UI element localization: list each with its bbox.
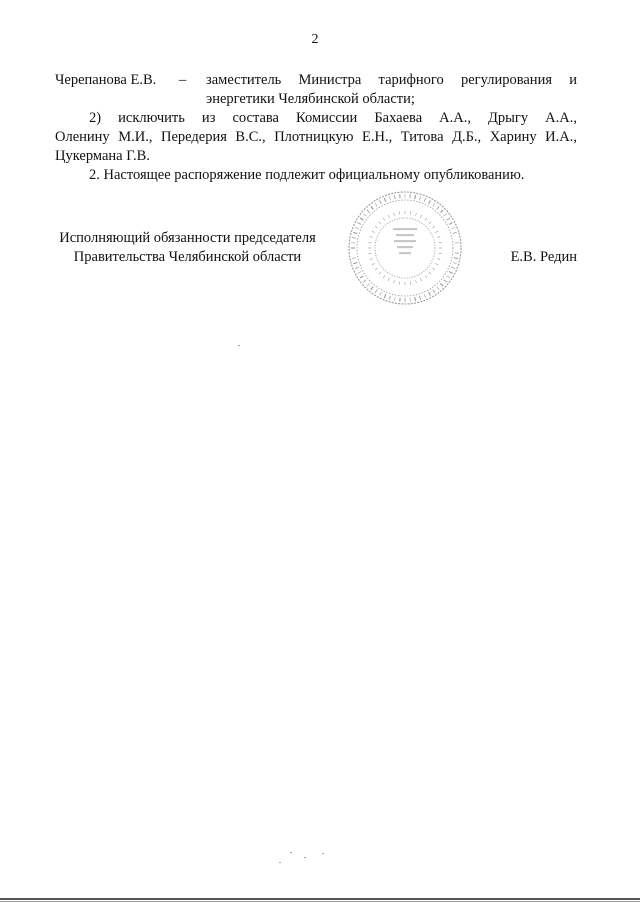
publication-clause: 2. Настоящее распоряжение подлежит официальному опубликованию. xyxy=(89,167,525,183)
seal-ring-glyph xyxy=(453,263,457,264)
seal-ring-glyph xyxy=(444,280,447,283)
seal-ring-glyph xyxy=(367,283,370,286)
seal-ring-glyph xyxy=(453,232,457,233)
seal-ring-glyph xyxy=(360,218,363,220)
seal-ring-glyph xyxy=(360,276,363,278)
seal-ring-glyph xyxy=(440,283,443,286)
exclusion-line-2: Оленину М.И., Передерия В.С., Плотницкую Е.Н., Титова Д.Б., Харину И.А., xyxy=(55,129,577,145)
seal-ring-glyph xyxy=(357,223,361,225)
seal-ring-glyph xyxy=(375,203,377,206)
seal-ring-glyph xyxy=(380,200,382,204)
seal-ring-glyph xyxy=(370,237,373,238)
seal-ring-glyph xyxy=(371,206,374,209)
scan-speck xyxy=(238,345,240,346)
seal-ring-glyph xyxy=(429,292,431,296)
seal-ring-glyph xyxy=(437,206,440,209)
seal-ring-glyph xyxy=(447,276,450,278)
seal-ring-glyph xyxy=(355,227,359,229)
seal-ring-glyph xyxy=(420,278,421,281)
seal-ring-glyph xyxy=(435,263,438,264)
seal-ring-glyph xyxy=(388,215,389,218)
scan-speck xyxy=(279,862,281,863)
seal-ring-glyph xyxy=(370,259,373,260)
seal-ring-glyph xyxy=(372,231,375,232)
seal-ring-glyph xyxy=(353,263,357,264)
seal-ring-glyph xyxy=(449,272,453,274)
seal-ring-glyph xyxy=(416,213,417,216)
seal-ring-glyph xyxy=(384,198,386,202)
seal-ring-glyph xyxy=(352,237,356,238)
seal-ring-glyph xyxy=(415,297,416,301)
member-dash: – xyxy=(179,72,187,88)
seal-ring-glyph xyxy=(352,258,356,259)
seal-ring-glyph xyxy=(451,227,455,229)
seal-ring-glyph xyxy=(420,296,421,300)
seal-ring-glyph xyxy=(429,222,431,224)
seal-center-glyph xyxy=(399,252,411,254)
seal-ring-glyph xyxy=(394,213,395,216)
seal-ring-glyph xyxy=(437,287,440,290)
seal-ring-glyph xyxy=(375,226,377,228)
seal-ring-glyph xyxy=(363,280,366,283)
seal-ring-glyph xyxy=(375,290,377,293)
member-role-line-2: энергетики Челябинской области; xyxy=(206,91,415,107)
signatory-name: Е.В. Редин xyxy=(510,249,577,265)
page-number: 2 xyxy=(311,32,319,47)
seal-center-glyph xyxy=(393,228,417,230)
seal-ring-glyph xyxy=(433,268,435,270)
seal-ring-glyph xyxy=(444,214,447,217)
seal-ring-glyph xyxy=(447,218,450,220)
seal-ring-glyph xyxy=(433,226,435,228)
seal-ring-glyph xyxy=(394,297,395,301)
seal-ring-glyph xyxy=(415,195,416,199)
seal-center-glyph xyxy=(397,246,413,248)
seal-ring-glyph xyxy=(433,203,435,206)
seal-ring-glyph xyxy=(420,215,421,218)
seal-ring-glyph xyxy=(433,290,435,293)
seal-ring-glyph xyxy=(383,218,385,220)
seal-ring-glyph xyxy=(429,272,431,274)
seal-ring-glyph xyxy=(449,223,453,225)
scan-speck xyxy=(290,852,292,853)
seal-ring-glyph xyxy=(363,214,366,217)
seal-ring-glyph xyxy=(357,272,361,274)
seal-ring-glyph xyxy=(416,280,417,283)
seal-ring-glyph xyxy=(389,296,390,300)
seal-ring-glyph xyxy=(379,222,381,224)
seal-ring-glyph xyxy=(451,267,455,269)
seal-ring-glyph xyxy=(429,200,431,204)
seal-ring-glyph xyxy=(420,196,421,200)
seal-ring-glyph xyxy=(424,198,426,202)
seal-ring-glyph xyxy=(454,258,458,259)
seal-ring-glyph xyxy=(437,237,440,238)
seal-ring-glyph xyxy=(394,280,395,283)
seal-ring-glyph xyxy=(375,268,377,270)
member-name: Черепанова Е.В. xyxy=(55,72,157,88)
seal-ring-glyph xyxy=(355,267,359,269)
exclusion-line-3: Цукермана Г.В. xyxy=(55,148,150,164)
seal-ring-glyph xyxy=(372,263,375,264)
seal-ring-glyph xyxy=(437,259,440,260)
member-role-line-1: заместитель Министра тарифного регулирования и xyxy=(206,72,577,88)
seal-center-glyph xyxy=(396,234,414,236)
seal-ring-glyph xyxy=(394,195,395,199)
seal-ring-glyph xyxy=(425,276,427,278)
seal-ring-glyph xyxy=(440,210,443,213)
seal-ring-glyph xyxy=(425,218,427,220)
seal-ring-glyph xyxy=(388,278,389,281)
seal-ring-glyph xyxy=(379,272,381,274)
scan-bottom-edge-shadow xyxy=(0,901,640,902)
scan-speck xyxy=(322,853,324,854)
scan-bottom-edge xyxy=(0,898,640,900)
seal-ring-glyph xyxy=(380,292,382,296)
seal-ring-glyph xyxy=(435,231,438,232)
seal-ring-glyph xyxy=(353,232,357,233)
seal-ring-glyph xyxy=(389,196,390,200)
official-seal-stamp xyxy=(343,188,467,308)
seal-ring-glyph xyxy=(367,210,370,213)
signatory-position-line-1: Исполняющий обязанности председателя xyxy=(59,230,316,246)
seal-ring-glyph xyxy=(383,276,385,278)
scan-speck xyxy=(304,857,306,858)
seal-center-glyph xyxy=(394,240,416,242)
seal-ring-glyph xyxy=(424,294,426,298)
signatory-position-line-2: Правительства Челябинской области xyxy=(73,249,302,265)
seal-ring-glyph xyxy=(371,287,374,290)
seal-ring-glyph xyxy=(384,294,386,298)
exclusion-line-1: 2) исключить из состава Комиссии Бахаева А.А., Дрыгу А.А., xyxy=(89,110,577,126)
